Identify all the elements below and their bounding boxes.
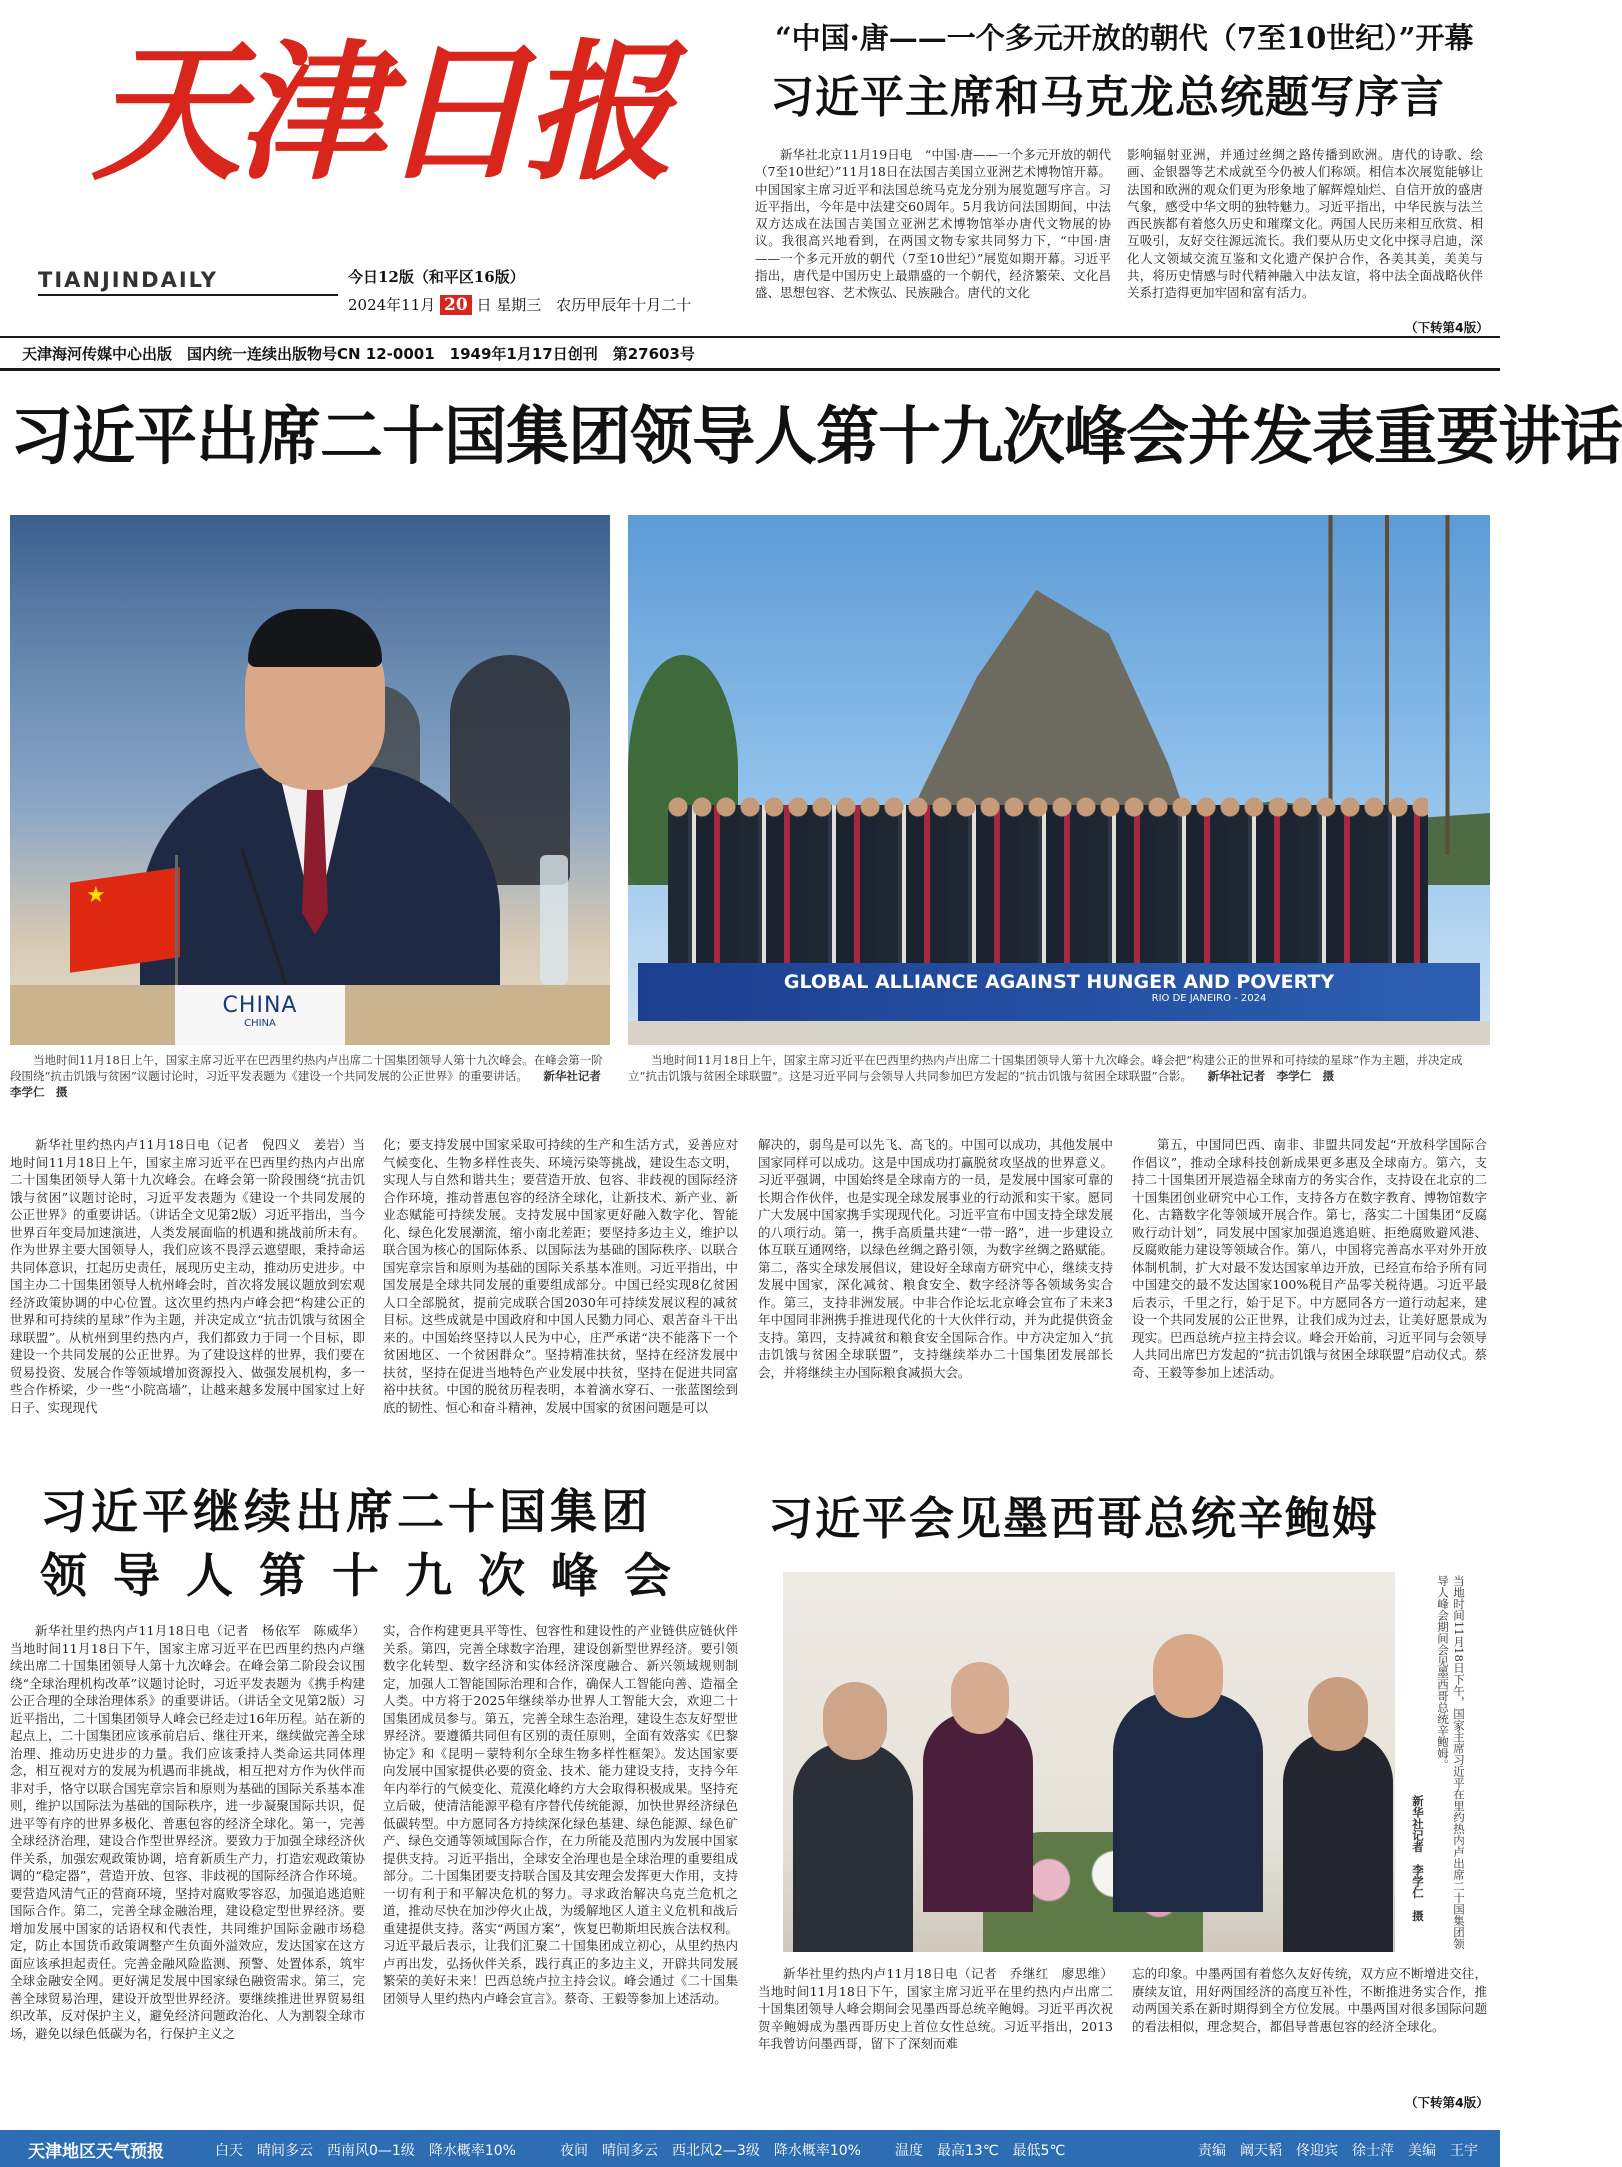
mexico-president-head [951, 1662, 1009, 1734]
speaker-hair [248, 609, 382, 667]
mexico-president [923, 1712, 1033, 1912]
story3-headline: 习近平会见墨西哥总统辛鲍姆 [768, 1492, 1380, 1545]
story2-headline-line1: 习近平继续出席二十国集团 [40, 1485, 652, 1540]
aide-right-head [1308, 1677, 1368, 1751]
plaza [628, 1021, 1490, 1045]
weather-day: 白天 晴间多云 西南风0—1级 降水概率10% [215, 2143, 516, 2159]
weather-night: 夜间 晴间多云 西北风2—3级 降水概率10% [560, 2143, 861, 2159]
editors-line: 责编 阚天韬 佟迎宾 徐士萍 美编 王宇 [1198, 2143, 1478, 2159]
leaders-group [668, 805, 1428, 965]
water-bottle [540, 855, 568, 985]
nameplate-subtext: CHINA [244, 1018, 276, 1029]
story3-photo-meeting [783, 1572, 1395, 1952]
masthead-rule [0, 336, 1500, 338]
masthead-date-prefix: 2024年11月 [348, 296, 436, 314]
story3-photo-caption [1435, 1575, 1467, 1955]
weather-temp: 温度 最高13℃ 最低5℃ [895, 2143, 1066, 2159]
story2-headline-line2: 领导人第十九次峰会 [40, 1549, 697, 1604]
masthead-logo [92, 18, 672, 238]
story3-photo-credit: 新华社记者 李学仁 摄 [1411, 1795, 1425, 1922]
masthead-date [348, 294, 691, 315]
masthead-date-suffix: 日 星期三 农历甲辰年十月二十 [476, 296, 692, 314]
aide-left [793, 1742, 913, 1952]
leaders-heads [668, 793, 1428, 821]
masthead-logo-en: TIANJINDAILY [38, 268, 218, 292]
masthead-edition: 今日12版（和平区16版） [348, 268, 525, 286]
top-story-col2: 影响辐射亚洲，并通过丝绸之路传播到欧洲。唐代的诗歌、绘画、金银器等艺术成就至今仍被人们称颂。相信本次展览能够让法国和欧洲的观众们更为形象地了解辉煌灿烂、自信开放的盛唐气象，感受中华文明的独特魅力。习近平指出，中华民族与法兰西民族都有着悠久历史和璀璨文化。两国人民历来相互欣赏、相互吸引，友好交往源远流长。我们要从历史文化中探寻启迪，深化人文领域交流互鉴和文化遗产保护合作，各美其美，美美与共，将历史情感与时代精神融入中法友谊，将中法全面战略伙伴关系打造得更加牢固和富有活力。 [1127, 147, 1483, 301]
masthead-rule-bottom [0, 368, 1500, 371]
event-banner [638, 963, 1480, 1021]
top-story-jump: （下转第4版） [1405, 320, 1489, 335]
xi-jinping [1113, 1692, 1263, 1912]
lead-caption-2 [628, 1052, 1490, 1118]
aide-right [1283, 1732, 1393, 1952]
nameplate-text: CHINA [222, 993, 298, 1018]
nameplate [175, 985, 345, 1045]
lead-caption-1-text: 当地时间11月18日上午，国家主席习近平在巴西里约热内卢出席二十国集团领导人第十九次峰会。在峰会第一阶段围绕“抗击饥饿与贫困”议题讨论时，习近平发表题为《建设一个共同发展的公正世界》的重要讲话。 [10, 1053, 603, 1083]
top-story-kicker: “中国·唐——一个多元开放的朝代（7至10世纪）”开幕 [775, 21, 1474, 55]
lead-col-4: 第五，中国同巴西、南非、非盟共同发起“开放科学国际合作倡议”，推动全球科技创新成果更多惠及全球南方。第六，支持二十国集团开展造福全球南方的务实合作，支持设在北京的二十国集团创业研究中心工作，支持各方在数字教育、博物馆数字化、古籍数字化等领域开展合作。第七，落实二十国集团“反腐败行动计划”，同发展中国家加强追逃追赃、拒绝腐败避风港、反腐败能力建设等领域合作。第八，中国将完善高水平对外开放体制机制，扩大对最不发达国家单边开放，已经宣布给予所有同中国建交的最不发达国家100%税目产品零关税待遇。习近平最后表示，千里之行，始于足下。中方愿同各方一道行动起来，建设一个共同发展的公正世界，让我们成为过去，让美好愿景成为现实。巴西总统卢拉主持会议。峰会开始前，习近平同与会领导人共同出席巴方发起的“抗击饥饿与贫困全球联盟”启动仪式。蔡奇、王毅等参加上述活动。 [1132, 1137, 1487, 1380]
story2-col-2: 实，合作构建更具平等性、包容性和建设性的产业链供应链伙伴关系。第四，完善全球数字治理，建设创新型世界经济。要引领数字化转型、数字经济和实体经济深度融合、新兴领域规则制定，加强人工智能国际治理和合作，确保人工智能向善、造福全人类。中方将于2025年继续举办世界人工智能大会，欢迎二十国集团成员参与。第五，完善全球生态治理，建设生态友好型世界经济。要遵循共同但有区别的责任原则，全面有效落实《巴黎协定》和《昆明－蒙特利尔全球生物多样性框架》。发达国家要向发展中国家提供必要的资金、技术、能力建设支持，支持今年年内举行的气候变化、荒漠化峰约方大会取得积极成果。坚持充立后破，使清洁能源平稳有序替代传统能源，加快世界经济绿色低碳转型。中方愿同各方持续深化绿色基建、绿色能源、绿色矿产、绿色交通等领域国际合作，在力所能及范围内为发展中国家提供支持。习近平指出，全球安全治理也是全球治理的重要组成部分。二十国集团要支持联合国及其安理会发挥更大作用，支持一切有利于和平解决危机的努力。寻求政治解决乌克兰危机之道，推动尽快在加沙停火止战，为缓解地区人道主义危机和战后重建提供支持。落实“两国方案”，恢复巴勒斯坦民族合法权利。习近平最后表示，让我们汇聚二十国集团成立初心，从里约热内卢再出发，弘扬伙伴关系，践行真正的多边主义，开辟共同发展繁荣的美好未来！巴西总统卢拉主持会议。峰会通过《二十国集团领导人里约热内卢峰会宣言》。蔡奇、王毅等参加上述活动。 [383, 1623, 738, 2006]
aide-left-head [823, 1682, 887, 1760]
story3-col-2: 忘的印象。中墨两国有着悠久友好传统，双方应不断增进交往，赓续友谊，用好两国经济的高度互补性，不断推进务实合作，推动两国关系在新时期得到全方位发展。中墨两国对很多国际问题的看法相似，理念契合，都倡导普惠包容的经济全球化。 [1132, 1966, 1487, 2034]
event-banner-text: GLOBAL ALLIANCE AGAINST HUNGER AND POVERTY [783, 971, 1335, 993]
masthead-logo-text: 天津日报 [92, 25, 669, 201]
story3-col-1: 新华社里约热内卢11月18日电（记者 乔继红 廖思维）当地时间11月18日下午，国家主席习近平在里约热内卢出席二十国集团领导人峰会期间会见墨西哥总统辛鲍姆。习近平再次祝贺辛鲍姆成为墨西哥历史上首位女性总统。习近平指出，2013年我曾访问墨西哥，留下了深刻而难 [758, 1966, 1113, 2051]
xi-jinping-head [1153, 1634, 1223, 1718]
lead-caption-1 [10, 1052, 613, 1118]
story2-col-1: 新华社里约热内卢11月18日电（记者 杨依军 陈威华）当地时间11月18日下午，国家主席习近平在巴西里约热内卢继续出席二十国集团领导人第十九次峰会。在峰会第二阶段会议围绕“全球治理机构改革”议题讨论时，习近平发表题为《携手构建公正合理的全球治理体系》的重要讲话。（讲话全文见第2版）习近平指出，二十国集团领导人峰会已经走过16年历程。站在新的起点上，二十国集团应该承前启后、继往开来，继续做完善全球治理、推动历史进步的力量。我们应该秉持人类命运共同体理念，相互视对方的发展为机遇而非挑战，相互把对方作为伙伴而非对手，恪守以联合国宪章宗旨和原则为基础的国际关系基本准则，维护以国际法为基础的国际秩序，进一步凝聚国际共识，促进平等有序的世界多极化、普惠包容的经济全球化。第一，完善全球经济治理，建设合作型世界经济。要致力于加强全球经济伙伴关系，加强宏观政策协调，培育新质生产力，打造宏观政策协调的“稳定器”，营造开放、包容、非歧视的国际经济合作环境。要营造风清气正的营商环境，坚持对腐败零容忍，加强追逃追赃国际合作。第二，完善全球金融治理，建设稳定型世界经济。要增加发展中国家的话语权和代表性，共同维护国际金融市场稳定，防止本国货币政策调整产生负面外溢效应，发达国家在这方面应该承担起责任。完善金融风险监测、预警、处置体系，筑牢全球金融安全网。更好满足发展中国家绿色融资需求。第三，完善全球贸易治理，建设开放型世界经济。要继续推进世界贸易组织改革，反对保护主义，避免经济问题政治化、人为割裂全球市场，避免以绿色低碳为名，行保护主义之 [10, 1623, 365, 2041]
lead-caption-2-text: 当地时间11月18日上午，国家主席习近平在巴西里约热内卢出席二十国集团领导人第十九次峰会。峰会把“构建公正的世界和可持续的星球”作为主题，并决定成立“抗击饥饿与贫困全球联盟”。这是习近平同与会领导人共同参加巴方发起的“抗击饥饿与贫困全球联盟”合影。 [628, 1053, 1463, 1083]
weather-label: 天津地区天气预报 [28, 2142, 164, 2162]
event-banner-subtext: RIO DE JANEIRO - 2024 [1151, 993, 1267, 1004]
lead-caption-2-credit: 新华社记者 李学仁 摄 [1207, 1069, 1335, 1083]
flag-star-icon: ★ [86, 883, 106, 908]
lead-col-2: 化；要支持发展中国家采取可持续的生产和生活方式，妥善应对气候变化、生物多样性丧失、环境污染等挑战，建设生态文明，实现人与自然和谐共生；要营造开放、包容、非歧视的国际经济合作环境，推动普惠包容的经济全球化，让新技术、新产业、新业态赋能可持续发展。支持发展中国家更好融入数字化、智能化、绿色化发展潮流，缩小南北差距；要坚持多边主义，维护以联合国为核心的国际体系、以国际法为基础的国际秩序、以联合国宪章宗旨和原则为基础的国际关系基本准则。习近平指出，中国发展是全球共同发展的重要组成部分。中国已经实现8亿贫困人口全部脱贫，提前完成联合国2030年可持续发展议程的减贫目标。这些成就是中国政府和中国人民勠力同心、艰苦奋斗干出来的。中国始终坚持以人民为中心，庄严承诺“决不能落下一个贫困地区、一个贫困群众”。坚持精准扶贫，坚持在经济发展中扶贫，坚持在促进当地特色产业发展中扶贫，坚持在促进共同富裕中扶贫。中国的脱贫历程表明，本着滴水穿石、一张蓝图绘到底的韧性、恒心和奋斗精神，发展中国家的贫困问题是可以 [383, 1137, 738, 1415]
lead-col-1: 新华社里约热内卢11月18日电（记者 倪四义 姜岩）当地时间11月18日上午，国家主席习近平在巴西里约热内卢出席二十国集团领导人第十九次峰会。在峰会第一阶段围绕“抗击饥饿与贫困”议题讨论时，习近平发表题为《建设一个共同发展的公正世界》的重要讲话。（讲话全文见第2版）习近平指出，当今世界百年变局加速演进，人类发展面临的机遇和挑战前所未有。作为世界主要大国领导人，我们应该不畏浮云遮望眼，秉持命运共同体意识，扛起历史责任，展现历史主动，推动历史进步。中国主办二十国集团领导人杭州峰会时，首次将发展议题放到宏观经济政策协调的中心位置。这次里约热内卢峰会把“构建公正的世界和可持续的星球”作为主题，并决定成立“抗击饥饿与贫困全球联盟”。从杭州到里约热内卢，我们都致力于同一个目标，即建设一个共同发展的公正世界。为了建设这样的世界，我们要在贸易投资、发展合作等领域增加资源投入、做强发展机构，多一些合作桥梁，少一些“小院高墙”，让越来越多发展中国家过上好日子、实现现代 [10, 1137, 365, 1415]
publisher-line: 天津海河传媒中心出版 国内统一连续出版物号CN 12-0001 1949年1月17日创刊 第27603号 [22, 345, 695, 363]
story3-jump: （下转第4版） [1405, 2095, 1489, 2110]
lead-photo-group [628, 515, 1490, 1045]
story3-photo-caption-text: 当地时间11月18日下午，国家主席习近平在里约热内卢出席二十国集团领导人峰会期间会见墨西哥总统辛鲍姆。 [1436, 1575, 1466, 1950]
masthead-date-day: 20 [440, 295, 472, 315]
lead-headline: 习近平出席二十国集团领导人第十九次峰会并发表重要讲话 [10, 400, 1622, 473]
lead-photo-speech [10, 515, 610, 1045]
top-story-headline: 习近平主席和马克龙总统题写序言 [770, 72, 1445, 123]
masthead-en-rule [38, 294, 338, 296]
lead-caption-1-credit: 新华社记者 李学仁 摄 [10, 1069, 613, 1099]
top-story-col1: 新华社北京11月19日电 “中国·唐——一个多元开放的朝代（7至10世纪）”11月18日在法国吉美国立亚洲艺术博物馆开幕。中国国家主席习近平和法国总统马克龙分别为展览题写序言。习近平指出，今年是中法建交60周年。5月我访问法国期间，中法双方达成在法国吉美国立亚洲艺术博物馆举办唐代文物展的协议。我很高兴地看到，在两国文物专家共同努力下，“中国·唐——一个多元开放的朝代（7至10世纪）”展览如期开幕。习近平指出，唐代是中国历史上最鼎盛的一个朝代，经济繁荣、文化昌盛、思想包容、艺术恢弘、民族融合。唐代的文化 [755, 147, 1111, 301]
lead-col-3: 解决的，弱鸟是可以先飞、高飞的。中国可以成功，其他发展中国家同样可以成功。这是中国成功打赢脱贫攻坚战的世界意义。习近平强调，中国始终是全球南方的一员，是发展中国家可靠的长期合作伙伴，也是实现全球发展事业的行动派和实干家。愿同广大发展中国家携手实现现代化。习近平宣布中国支持全球发展的八项行动。第一，携手高质量共建“一带一路”，进一步建设立体互联互通网络，以绿色丝绸之路引领，为数字丝绸之路赋能。第二，落实全球发展倡议，建设好全球南方研究中心，继续支持发展中国家，深化减贫、粮食安全、数字经济等各领域务实合作。第三，支持非洲发展。中非合作论坛北京峰会宣布了未来3年中国同非洲携手推进现代化的十大伙伴行动，并为此提供资金支持。第四，支持减贫和粮食安全国际合作。中方决定加入“抗击饥饿与贫困全球联盟”，支持继续举办二十国集团发展部长会，并将继续主办国际粮食减损大会。 [758, 1137, 1113, 1380]
